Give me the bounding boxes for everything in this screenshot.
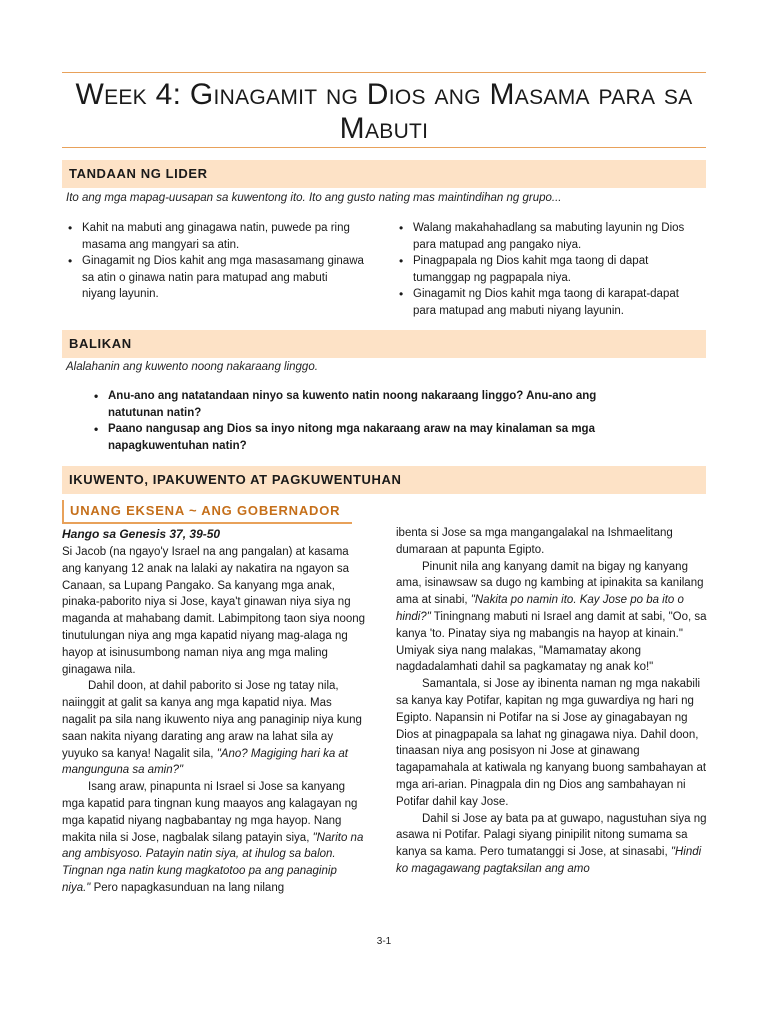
leader-bullet: • Pinagpapala ng Dios kahit mga taong di dapat tumanggap ng pagpapala niya.: [395, 253, 695, 286]
page-title: [62, 78, 706, 146]
story-paragraph: [62, 678, 366, 779]
title-line-1: Week 4: Ginagamit ng Dios ang Masama para sa: [75, 78, 693, 111]
paragraph-text: Tiningnang mabuti ni Israel ang damit at sabi, "Oo, sa kanya 'to. Pinatay siya ng mabangis na hayop at kinain." Umiyak siya nang malakas, "Mamamatay akong nagdadalamhati dahil sa pagkamatay ng anak ko!": [396, 610, 707, 674]
leader-list-right: [395, 220, 695, 319]
title-top-rule: [62, 72, 706, 73]
scripture-source: Hango sa Genesis 37, 39-50: [62, 527, 221, 541]
paragraph-text: ibenta si Jose sa mga mangangalakal na Ishmaelitang dumaraan at papunta Egipto.: [396, 527, 673, 556]
story-paragraph: [62, 779, 366, 897]
review-bullet: • Paano nangusap ang Dios sa inyo nitong mga nakaraang araw na may kinalaman sa mga napagkuwentuhan natin?: [90, 421, 650, 454]
review-heading: BALIKAN: [62, 330, 706, 358]
review-list: [90, 388, 650, 454]
leader-intro: Ito ang mga mapag-uusapan sa kuwentong ito. Ito ang gusto nating mas maintindihan ng grupo...: [66, 192, 562, 204]
dialogue-quote: "Narito na ang ambisyoso. Patayin natin siya, at ihulog sa balon. Tingnan nga natin kung magkatotoo pa ang panaginip niya.": [62, 831, 364, 894]
paragraph-text: Pinunit nila ang kanyang damit na bigay ng kanyang ama, isinawsaw sa dugo ng kambing at ipinakita sa kanilang ama at sinabi,: [396, 560, 704, 607]
dialogue-quote: "Nakita po namin ito. Kay Jose po ba ito o hindi?": [396, 594, 684, 623]
paragraph-text: Isang araw, pinapunta ni Israel si Jose sa kanyang mga kapatid para tingnan kung maayos ang kalagayan ng mga kapatid niyang nagbabantay ng mga hayop. Nang makita nila si Jose, nagbalak silang patayin siya,: [62, 781, 358, 844]
leader-bullet: • Kahit na mabuti ang ginagawa natin, puwede pa ring masama ang mangyari sa atin.: [64, 220, 364, 253]
paragraph-text: Si Jacob (na ngayo'y Israel na ang pangalan) at kasama ang kanyang 12 anak na lalaki ay nakatira na ngayon sa Canaan, sa Lupang Pangako. Sa kanyang mga anak, pinaka-paborito niya si Jose, kaya't ginawan niya siya ng maganda at mahabang damit. Labimpitong taon siya noong tinutulungan niya ang mga kapatid niyang mag-alaga ng hayop at isinusumbong naman niya ang mga maling ginagawa nila.: [62, 546, 366, 676]
story-column-left: [62, 544, 366, 897]
scene-heading: UNANG EKSENA ~ ANG GOBERNADOR: [62, 500, 352, 524]
leader-bullet: • Ginagamit ng Dios kahit mga taong di karapat-dapat para matupad ang mabuti niyang layunin.: [395, 286, 695, 319]
story-paragraph: [396, 559, 710, 677]
paragraph-text: Pero napagkasunduan na lang nilang: [90, 881, 285, 894]
story-column-right: [396, 525, 710, 878]
leader-bullet: • Ginagamit ng Dios kahit ang mga masasamang ginawa sa atin o ginawa natin para matupad ang mabuti niyang layunin.: [64, 253, 364, 303]
dialogue-quote: "Hindi ko magagawang pagtaksilan ang amo: [396, 846, 702, 875]
paragraph-text: Dahil doon, at dahil paborito si Jose ng tatay nila, naiinggit at galit sa kanya ang mga kapatid niya. Mas nagalit pa sila nang ikuwento niya ang panaginip niya kung saan nakita niyang darating ang araw na lahat sila ay yuyuko sa kanya! Nagalit sila,: [62, 680, 362, 760]
paragraph-text: Samantala, si Jose ay ibinenta naman ng mga nakabili sa kanya kay Potifar, kapitan ng mga guwardiya ng hari ng Egipto. Napansin ni Potifar na si Jose ay ginagabayan ng Dios at pinagpapala sa lahat ng ginagawa niya. Dahil doon, tinaasan niya ang posisyon ni Jose at ginawang tagapamahala at katiwala ng kanyang buong sambahayan at mga ari-arian. Pinagpala din ng Dios ang sambahayan ni Potifar dahil kay Jose.: [396, 678, 707, 808]
story-paragraph: [396, 525, 710, 559]
leader-list-left: [64, 220, 364, 303]
title-line-2: Mabuti: [339, 112, 429, 145]
leader-bullet: • Walang makahahadlang sa mabuting layunin ng Dios para matupad ang pangako niya.: [395, 220, 695, 253]
paragraph-text: Dahil si Jose ay bata pa at guwapo, nagustuhan siya ng asawa ni Potifar. Palagi siyang pinipilit nitong sumama sa kanya sa kama. Pero tumatanggi si Jose, at sinasabi,: [396, 812, 707, 859]
story-paragraph: [396, 811, 710, 878]
review-bullet: • Anu-ano ang natatandaan ninyo sa kuwento natin noong nakaraang linggo? Anu-ano ang natutunan natin?: [90, 388, 650, 421]
page-number: 3-1: [376, 936, 392, 947]
review-intro: Alalahanin ang kuwento noong nakaraang linggo.: [66, 361, 318, 373]
story-paragraph: [396, 676, 710, 810]
leader-heading: TANDAAN NG LIDER: [62, 160, 706, 188]
dialogue-quote: "Ano? Magiging hari ka at mangunguna sa amin?": [62, 747, 349, 777]
title-bottom-rule: [62, 147, 706, 148]
story-paragraph: [62, 544, 366, 678]
story-section-heading: IKUWENTO, IPAKUWENTO AT PAGKUWENTUHAN: [62, 466, 706, 494]
